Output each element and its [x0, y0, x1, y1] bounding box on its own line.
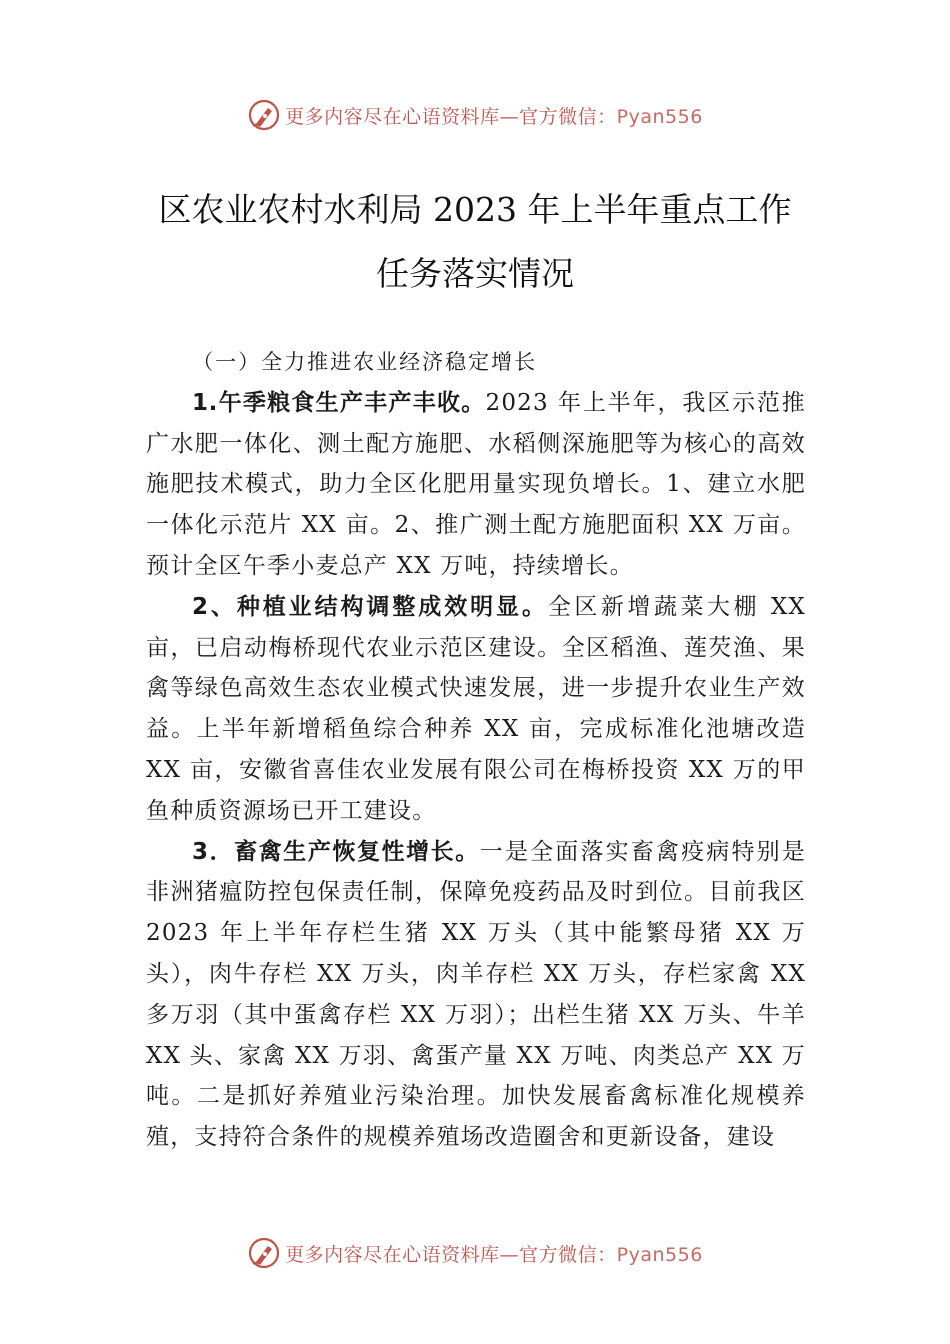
- section-heading: （一）全力推进农业经济稳定增长: [192, 350, 538, 374]
- document-body: [146, 342, 806, 1158]
- paragraph-2-heading: 2、种植业结构调整成效明显。: [192, 593, 548, 620]
- paragraph-1: [146, 383, 806, 587]
- paragraph-2: [146, 587, 806, 832]
- paragraph-3-body: 一是全面落实畜禽疫病特别是非洲猪瘟防控包保责任制，保障免疫药品及时到位。目前我区 2023 年上半年存栏生猪 XX 万头（其中能繁母猪 XX 万头），肉牛存栏 XX 万头，肉羊存栏 XX 万头，存栏家禽 XX 多万羽（其中蛋禽存栏 XX 万羽）；出栏生猪 XX 万头、牛羊 XX 头、家禽 XX 万羽、禽蛋产量 XX 万吨、肉类总产 XX 万吨。二是抓好养殖业污染治理。加快发展畜禽标准化规模养殖，支持符合条件的规模养殖场改造圈舍和更新设备，建设: [146, 838, 806, 1151]
- watermark-text: 更多内容尽在心语资料库—官方微信：Pyan556: [285, 105, 703, 128]
- watermark-banner-bottom: [0, 1233, 950, 1273]
- paragraph-2-body: 全区新增蔬菜大棚 XX 亩，已启动梅桥现代农业示范区建设。全区稻渔、莲芡渔、果禽等绿色高效生态农业模式快速发展，进一步提升农业生产效益。上半年新增稻鱼综合种养 XX 亩，完成标准化池塘改造 XX 亩，安徽省喜佳农业发展有限公司在梅桥投资 XX 万的甲鱼种质资源场已开工建设。: [146, 593, 807, 824]
- pen-nib-logo-icon: [247, 98, 281, 132]
- paragraph-1-heading: 1.午季粮食生产丰产丰收。: [192, 389, 486, 416]
- document-title: [0, 178, 950, 306]
- title-line-1: 区农业农村水利局 2023 年上半年重点工作: [158, 190, 792, 229]
- wechat-id: Pyan556: [616, 1243, 703, 1266]
- wechat-id: Pyan556: [616, 105, 703, 128]
- paragraph-3: [146, 832, 806, 1158]
- paragraph-1-body: 2023 年上半年，我区示范推广水肥一体化、测土配方施肥、水稻侧深施肥等为核心的高效施肥技术模式，助力全区化肥用量实现负增长。1、建立水肥一体化示范片 XX 亩。2、推广测土配方施肥面积 XX 万亩。预计全区午季小麦总产 XX 万吨，持续增长。: [146, 389, 806, 579]
- paragraph-3-heading: 3．畜禽生产恢复性增长。: [192, 838, 480, 865]
- pen-nib-logo-icon: [247, 1236, 281, 1270]
- title-line-2: 任务落实情况: [376, 254, 574, 293]
- watermark-text: 更多内容尽在心语资料库—官方微信：Pyan556: [285, 1243, 703, 1266]
- watermark-banner-top: [0, 95, 950, 135]
